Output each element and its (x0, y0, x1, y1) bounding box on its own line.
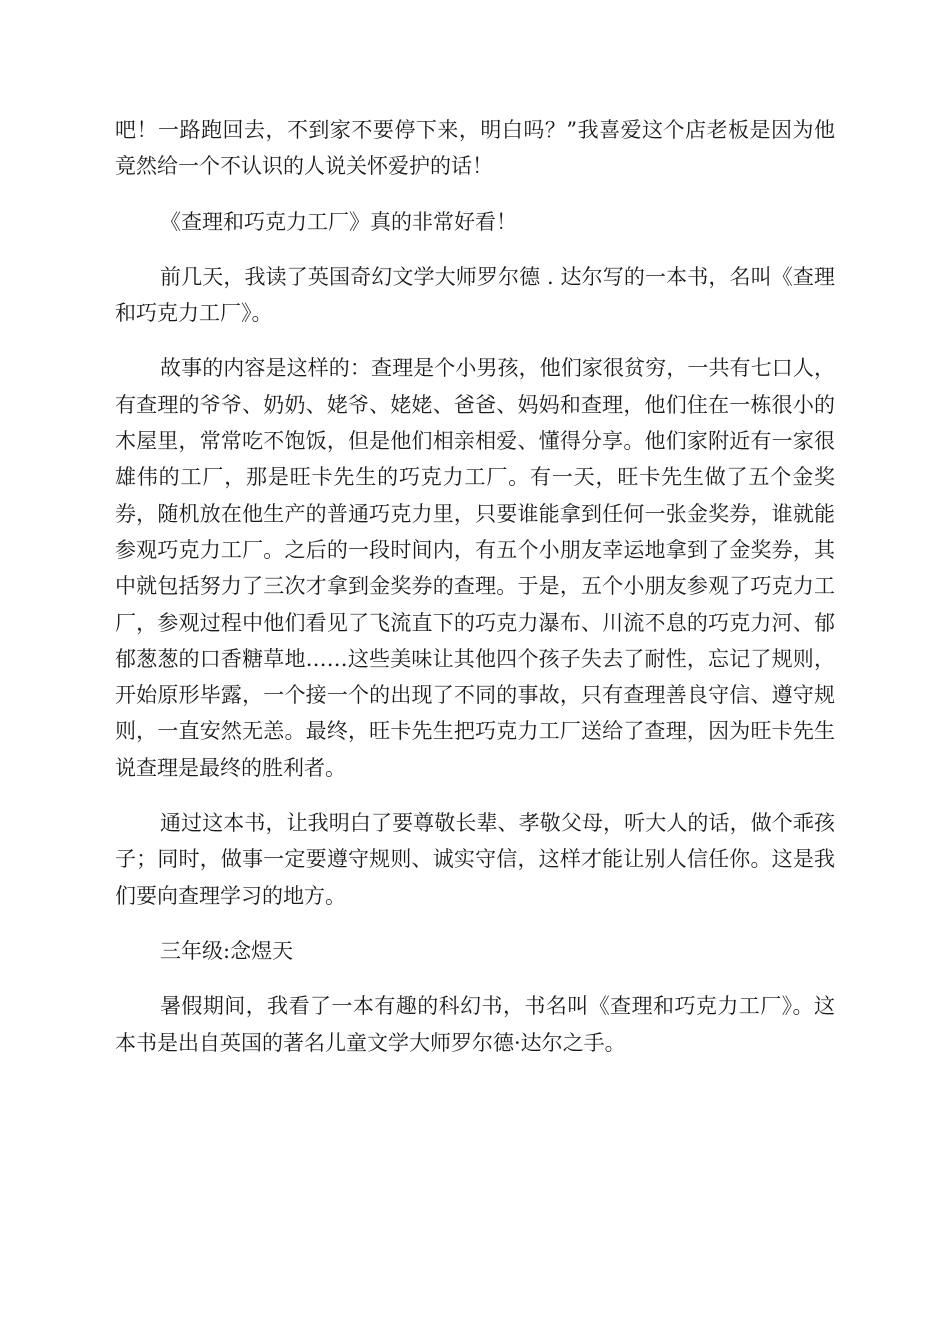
author-line: 三年级:念煜天 (160, 938, 294, 963)
document-page (115, 112, 835, 1080)
paragraph-story: 故事的内容是这样的：查理是个小男孩，他们家很贫穷，一共有七口人，有查理的爷爷、奶奶、姥爷、姥姥、爸爸、妈妈和查理，他们住在一栋很小的木屋里，常常吃不饱饭，但是他们相亲相爱、懂得分享。他们家附近有一家很雄伟的工厂，那是旺卡先生的巧克力工厂。有一天，旺卡先生做了五个金奖券，随机放在他生产的普通巧克力里，只要谁能拿到任何一张金奖券，谁就能参观巧克力工厂。之后的一段时间内，有五个小朋友幸运地拿到了金奖券，其中就包括努力了三次才拿到金奖券的查理。于是，五个小朋友参观了巧克力工厂，参观过程中他们看见了飞流直下的巧克力瀑布、川流不息的巧克力河、郁郁葱葱的口香糖草地……这些美味让其他四个孩子失去了耐性，忘记了规则，开始原形毕露，一个接一个的出现了不同的事故，只有查理善良守信、遵守规则，一直安然无恙。最终，旺卡先生把巧克力工厂送给了查理，因为旺卡先生说查理是最终的胜利者。 (115, 356, 835, 780)
paragraph-exclamation: 《查理和巧克力工厂》真的非常好看！ (160, 209, 517, 234)
paragraph-continuation: 吧！一路跑回去，不到家不要停下来，明白吗？”我喜爱这个店老板是因为他竟然给一个不认识的人说关怀爱护的话！ (115, 118, 835, 179)
paragraph-intro: 前几天，我读了英国奇幻文学大师罗尔德 . 达尔写的一本书，名叫《查理和巧克力工厂》。 (115, 264, 835, 326)
paragraph-lesson: 通过这本书，让我明白了要尊敬长辈、孝敬父母，听大人的话，做个乖孩子；同时，做事一定要遵守规则、诚实守信，这样才能让别人信任你。这是我们要向查理学习的地方。 (115, 811, 835, 908)
paragraph-summer: 暑假期间，我看了一本有趣的科幻书，书名叫《查理和巧克力工厂》。这本书是出自英国的著名儿童文学大师罗尔德·达尔之手。 (115, 994, 835, 1055)
